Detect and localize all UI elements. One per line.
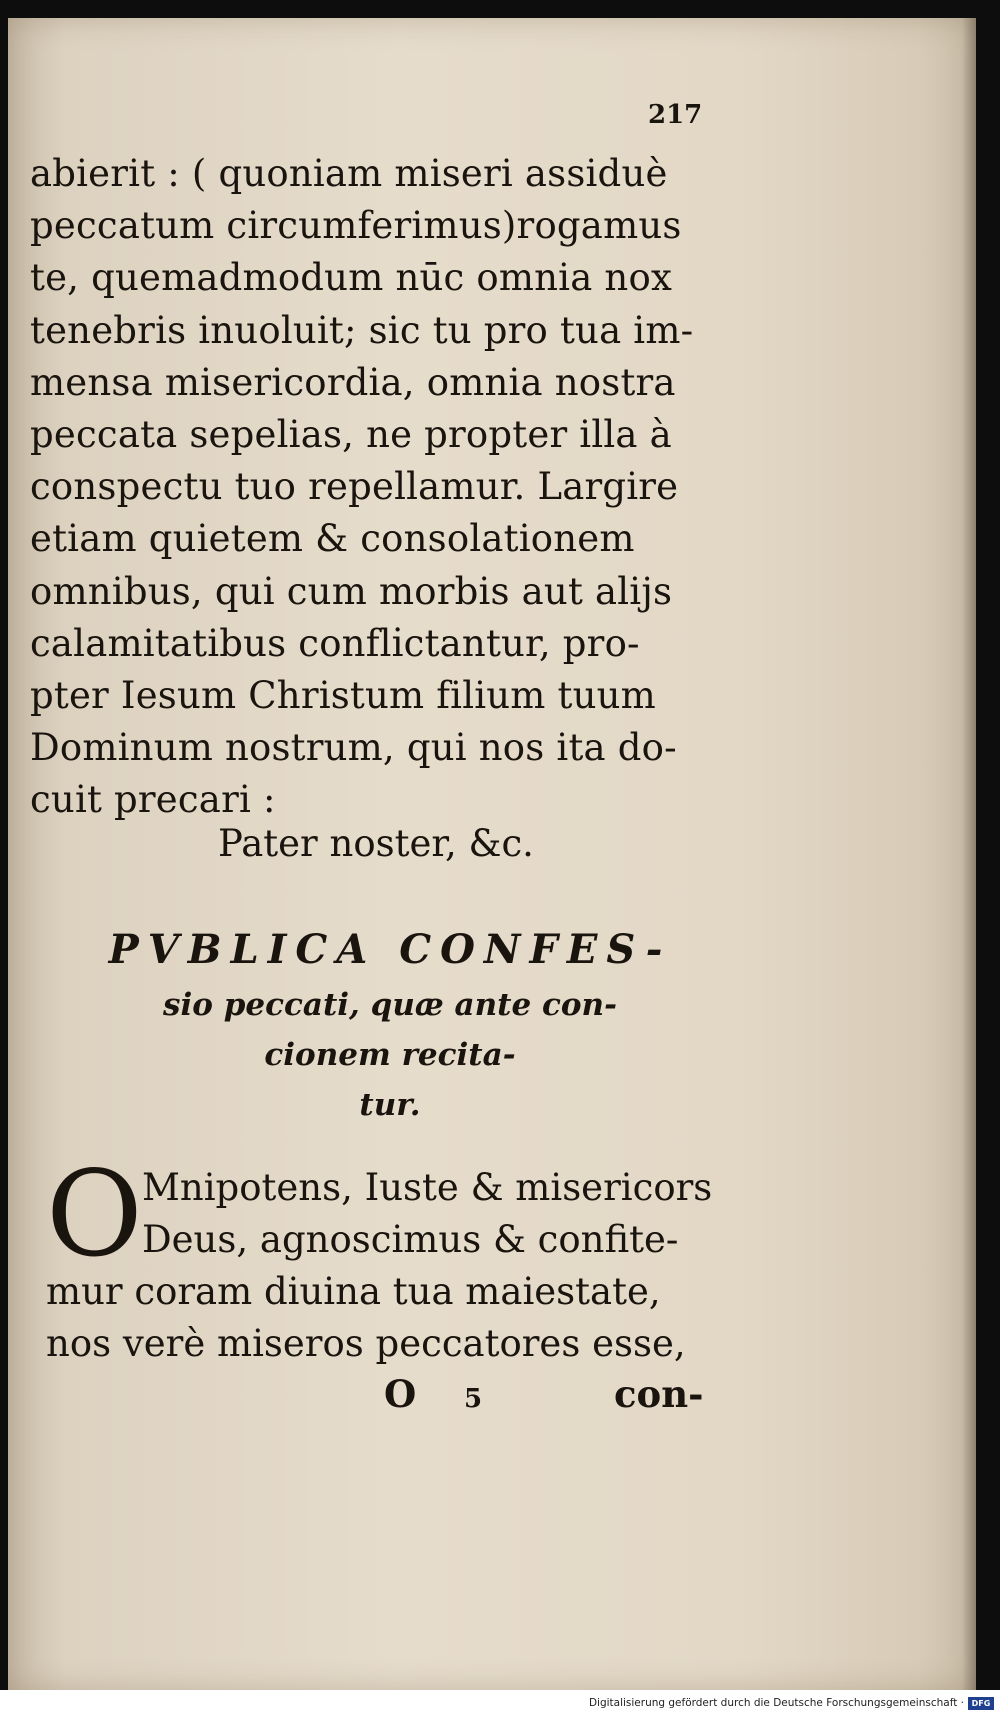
text-line: pter Iesum Christum filium tuum [30, 674, 656, 718]
text-line: peccatum circumferimus)rogamus [30, 204, 682, 248]
pater-noster-line: Pater noster, &c. [218, 822, 534, 865]
digitization-credit: Digitalisierung gefördert durch die Deutsche Forschungsgemeinschaft · [588, 1697, 964, 1709]
signature-mark: O [384, 1372, 417, 1416]
text-line: calamitatibus confli̇ctantur, pro- [30, 621, 640, 665]
text-line: abierit : ( quoniam miseri assiduè [30, 152, 668, 195]
text-line: conspectu tuo repellamur. Largire [30, 465, 679, 509]
catchword: con- [614, 1372, 704, 1416]
text-line: omnibus, qui cum morbis aut alijs [30, 569, 673, 613]
heading-line: cionem recita- [264, 1037, 516, 1073]
dfg-logo: DFG [968, 1697, 994, 1710]
text-line: Mnipotens, Iuste & misericors [142, 1166, 713, 1209]
heading-line: sio peccati, quæ ante con- [163, 987, 617, 1023]
text-line: mur coram diuina tua maiestate, [46, 1270, 661, 1313]
page-edge-shadow [962, 18, 976, 1690]
text-line: nos verè miseros peccatores esse, [46, 1322, 686, 1365]
prayer-text [30, 148, 720, 827]
confession-text [46, 1145, 746, 1370]
page-number: 217 [648, 100, 703, 130]
text-line: tenebris inuoluit; sic tu pro tua im- [30, 308, 694, 352]
text-line: te, quemadmodum nūc omnia nox [30, 256, 673, 300]
signature-number: 5 [464, 1384, 483, 1414]
text-line: mensa misericordia, omnia nostra [30, 360, 676, 404]
heading-line: PVBLICA CONFES- [108, 926, 672, 973]
section-heading [60, 920, 720, 1130]
text-line: cuit precari : [30, 778, 276, 822]
text-line: peccata sepelias, ne propter illa à [30, 413, 672, 457]
text-line: etiam quietem & consolationem [30, 517, 635, 561]
drop-cap-initial: O [46, 1145, 143, 1283]
text-line: Deus, agnoscimus & confite- [142, 1218, 679, 1261]
text-line: Dominum nostrum, qui nos ita do- [30, 726, 677, 770]
heading-line: tur. [359, 1087, 421, 1123]
signature-line [384, 1372, 744, 1416]
